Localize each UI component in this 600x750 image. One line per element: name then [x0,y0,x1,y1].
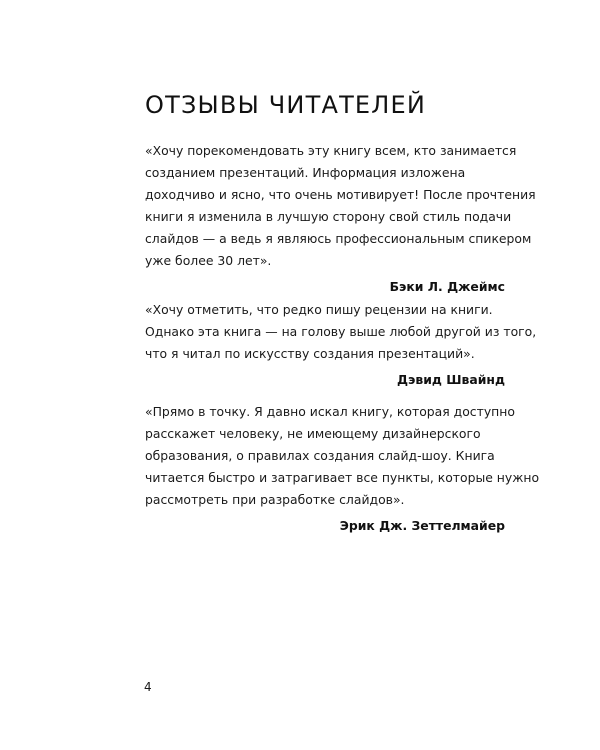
review-1-line-3: доходчиво и ясно, что очень мотивирует! После прочтения [145,187,536,202]
page-number: 4 [144,680,152,694]
review-1-author: Бэки Л. Джеймс [389,279,505,294]
review-2-author: Дэвид Швайнд [397,372,505,387]
review-3-line-1: «Прямо в точку. Я давно искал книгу, которая доступно [145,404,515,419]
review-1 [145,140,536,297]
review-1-line-6: уже более 30 лет». [145,253,272,268]
review-3-line-5: рассмотреть при разработке слайдов». [145,492,405,507]
review-3-line-2: расскажет человеку, не имеющему дизайнерского [145,426,481,441]
review-2-line-3: что я читал по искусству создания презентаций». [145,346,475,361]
page-title: ОТЗЫВЫ ЧИТАТЕЛЕЙ [145,91,427,119]
review-3 [145,401,540,536]
review-2-line-2: Однако эта книга — на голову выше любой другой из того, [145,324,537,339]
review-3-author: Эрик Дж. Зеттелмайер [339,518,505,533]
review-2 [145,299,537,390]
review-1-line-1: «Хочу порекомендовать эту книгу всем, кто занимается [145,143,517,158]
review-3-line-4: читается быстро и затрагивает все пункты, которые нужно [145,470,540,485]
review-2-line-1: «Хочу отметить, что редко пишу рецензии на книги. [145,302,493,317]
review-1-line-2: созданием презентаций. Информация изложена [145,165,466,180]
review-3-line-3: образования, о правилах создания слайд-шоу. Книга [145,448,495,463]
review-1-line-5: слайдов — а ведь я являюсь профессиональным спикером [145,231,532,246]
review-1-line-4: книги я изменила в лучшую сторону свой стиль подачи [145,209,512,224]
